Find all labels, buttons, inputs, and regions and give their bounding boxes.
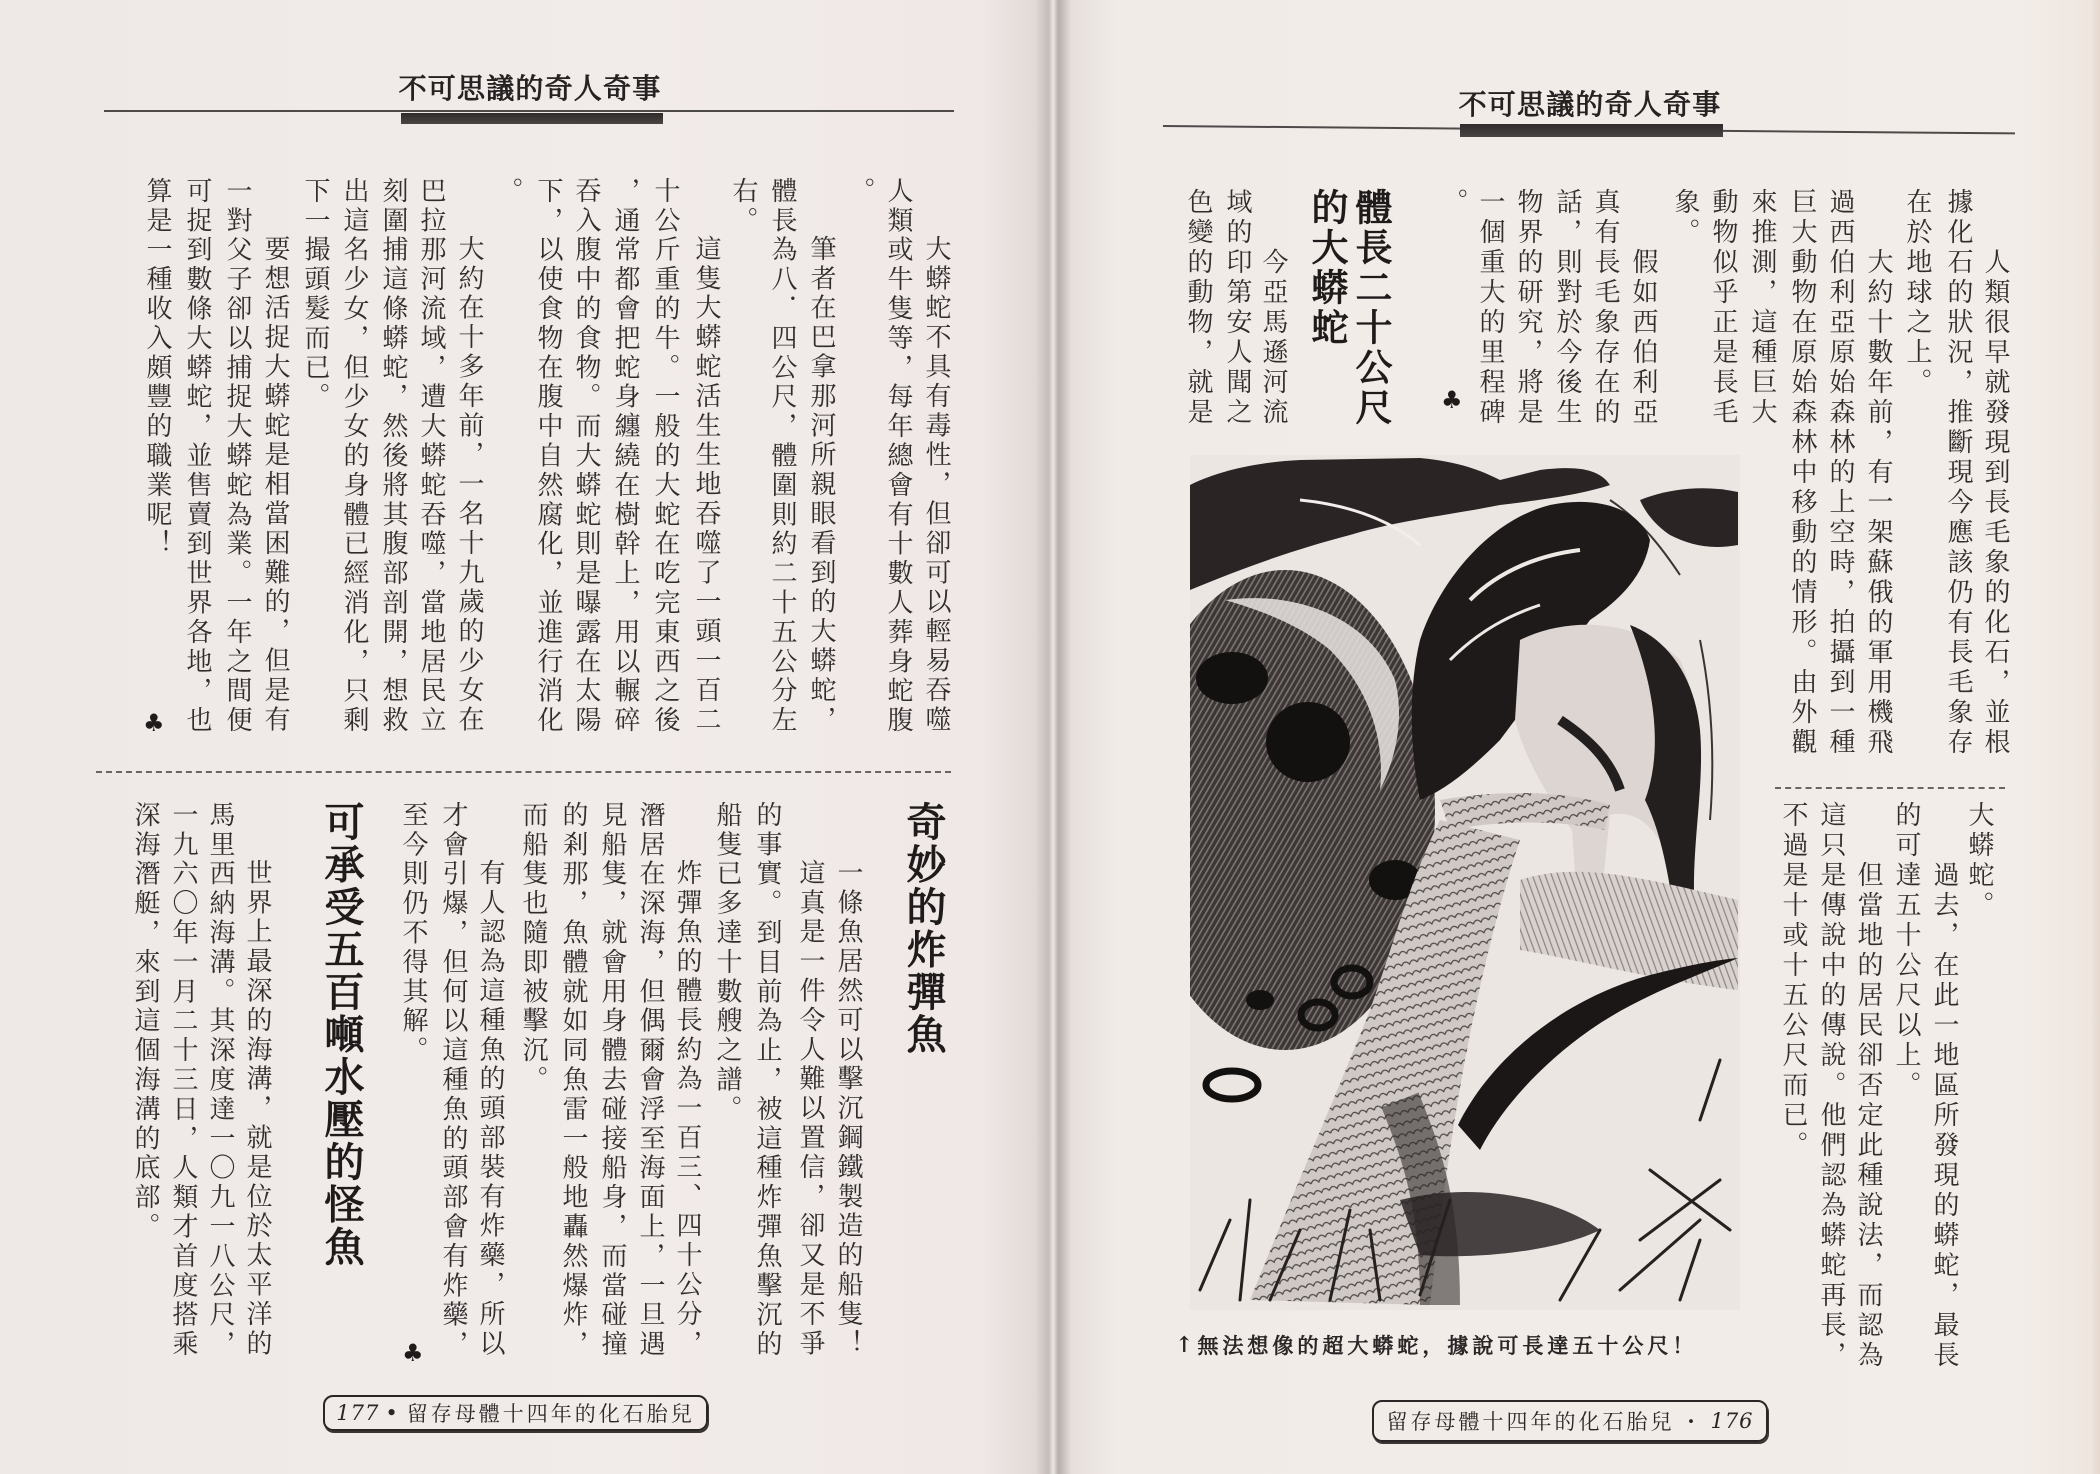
text-column: 一對父子卻以捕捉大蟒蛇為業。一年之間便 xyxy=(222,177,252,736)
text-column: 這隻大蟒蛇活生生地吞噬了一頭一百二 xyxy=(691,235,721,735)
text-column: 才會引爆，但何以這種魚的頭部會有炸藥， xyxy=(438,801,468,1360)
text-column: 巴拉那河流域，遭大蟒蛇吞噬，當地居民立 xyxy=(416,177,446,736)
text-column: 的剎那，魚體就如同魚雷一般地轟然爆炸， xyxy=(558,801,588,1360)
text-column: 吞入腹中的食物。而大蟒蛇則是曝露在太陽 xyxy=(571,177,601,736)
text-column: 象。 xyxy=(1670,188,1700,248)
text-column: 過西伯利亞原始森林的上空時，拍攝到一種 xyxy=(1825,188,1855,758)
text-column: 大蟒蛇。 xyxy=(1964,801,1994,921)
text-column: 假如西伯利亞 xyxy=(1628,248,1658,428)
caption-text: 無法想像的超大蟒蛇，據說可長達五十公尺！ xyxy=(1197,1333,1698,1358)
text-column: 筆者在巴拿那河所親眼看到的大蟒蛇， xyxy=(806,235,836,735)
text-column: 色變的動物，就是 xyxy=(1183,188,1213,428)
page-footer xyxy=(323,1395,708,1431)
page-footer xyxy=(1372,1400,1768,1442)
text-column: 深海潛艇，來到這個海溝的底部。 xyxy=(130,801,160,1242)
running-header-title: 不可思議的奇人奇事 xyxy=(398,72,662,105)
section-divider-dashed xyxy=(1775,787,2005,789)
footer-chapter-title: 留存母體十四年的化石胎兒 xyxy=(1386,1410,1675,1434)
text-column: 。 xyxy=(1438,188,1468,218)
text-column: 。 xyxy=(845,177,875,207)
text-column: 見船隻，就會用身體去碰接船身，而當碰撞 xyxy=(597,801,627,1360)
article-deep-sea-fish xyxy=(110,790,375,1375)
club-suit-icon: ♣ xyxy=(1441,386,1463,414)
article-title-line-2: 的大蟒蛇 xyxy=(1305,188,1349,348)
text-column: ，通常都會把蛇身纏繞在樹幹上，用以輾碎 xyxy=(610,177,640,736)
text-column: 動物似乎正是長毛 xyxy=(1708,188,1738,428)
text-column: 一條魚居然可以擊沉鋼鐵製造的船隻！ xyxy=(833,859,863,1359)
text-column: 過去，在此一地區所發現的蟒蛇，最長 xyxy=(1929,861,1959,1371)
article-title: 奇妙的炸彈魚 xyxy=(900,801,947,1056)
text-column: 馬里西納海溝。其深度達一〇九一八公尺， xyxy=(205,801,235,1360)
text-column: 巨大動物在原始森林中移動的情形。由外觀 xyxy=(1787,188,1817,758)
text-column: 至今則仍不得其解。 xyxy=(398,801,428,1066)
text-column: 出這名少女，但少女的身體已經消化，只剩 xyxy=(339,177,369,736)
club-suit-icon: ♣ xyxy=(402,1339,424,1367)
text-column: 不過是十或十五公尺而已。 xyxy=(1778,801,1808,1161)
running-header-title: 不可思議的奇人奇事 xyxy=(1458,88,1722,121)
book-spine-fold xyxy=(1036,0,1072,1474)
article-giant-python xyxy=(1170,180,1410,440)
text-column: 可捉到數條大蟒蛇，並售賣到世界各地，也 xyxy=(182,177,212,736)
text-column: 域的印第安人聞之 xyxy=(1222,188,1252,428)
text-column: 下一撮頭髮而已。 xyxy=(300,177,330,413)
text-column: 要想活捉大蟒蛇是相當困難的，但是有 xyxy=(260,235,290,735)
text-column: 潛居在深海，但偶爾會浮至海面上，一旦遇 xyxy=(635,801,665,1360)
text-column: 來推測，這種巨大 xyxy=(1747,188,1777,428)
up-arrow-icon: ↑ xyxy=(1175,1332,1194,1358)
header-bar xyxy=(401,113,663,124)
article-title-line-1: 體長二十公尺 xyxy=(1349,188,1393,428)
text-column: 的事實。到目前為止，被這種炸彈魚擊沉的 xyxy=(752,801,782,1360)
text-column: 在於地球之上。 xyxy=(1902,188,1932,398)
article-python-continued xyxy=(130,170,970,755)
text-column: 炸彈魚的體長約為一百三、四十公分， xyxy=(672,859,702,1359)
footer-separator: ・ xyxy=(1680,1410,1705,1434)
text-column: 的可達五十公尺以上。 xyxy=(1891,801,1921,1101)
section-divider-dashed xyxy=(96,771,951,773)
illustration-caption xyxy=(1175,1330,1697,1360)
text-column: 而船隻也隨即被擊沉。 xyxy=(518,801,548,1095)
text-column: 船隻已多達十數艘之譜。 xyxy=(712,801,742,1125)
text-column: 但當地的居民卻否定此種說法，而認為 xyxy=(1853,861,1883,1371)
page-number: 176 xyxy=(1710,1409,1754,1433)
text-column: 右。 xyxy=(728,177,758,236)
footer-separator: • xyxy=(385,1401,401,1425)
text-column: 這真是一件令人難以置信，卻又是不爭 xyxy=(795,859,825,1359)
text-column: 大約在十多年前，一名十九歲的少女在 xyxy=(454,235,484,735)
text-column: 人類很早就發現到長毛象的化石，並根 xyxy=(1980,248,2010,758)
text-column: 人類或牛隻等，每年總會有十數人葬身蛇腹 xyxy=(883,177,913,736)
header-bar xyxy=(1460,124,1723,137)
text-column: 下，以使食物在腹中自然腐化，並進行消化 xyxy=(533,177,563,736)
page-number: 177 xyxy=(336,1401,380,1425)
running-header xyxy=(100,60,960,130)
text-column: 據化石的狀況，推斷現今應該仍有長毛象存 xyxy=(1943,188,1973,758)
text-column: 算是一種收入頗豐的職業呢！ xyxy=(142,177,172,560)
text-column: 今亞馬遜河流 xyxy=(1258,248,1288,428)
text-column: 物界的研究，將是 xyxy=(1513,188,1543,428)
header-rule xyxy=(104,110,954,112)
text-column: 大約十數年前，有一架蘇俄的軍用機飛 xyxy=(1863,248,1893,758)
text-column: 話，則對於今後生 xyxy=(1552,188,1582,428)
text-column: 一個重大的里程碑 xyxy=(1475,188,1505,428)
text-column: 大蟒蛇不具有毒性，但卻可以輕易吞噬 xyxy=(921,235,951,735)
text-column: 一九六〇年一月二十三日，人類才首度搭乘 xyxy=(168,801,198,1360)
article-title: 可承受五百噸水壓的怪魚 xyxy=(318,801,365,1269)
text-column: 世界上最深的海溝，就是位於太平洋的 xyxy=(242,859,272,1359)
text-column: 十公斤重的牛。一般的大蛇在吃完東西之後 xyxy=(650,177,680,736)
running-header xyxy=(1160,75,2020,145)
text-column: 刻圍捕這條蟒蛇，然後將其腹部剖開，想救 xyxy=(378,177,408,736)
article-giant-python-continued xyxy=(1770,790,2010,1390)
giant-python-illustration xyxy=(1190,455,1740,1310)
text-column: 有人認為這種魚的頭部裝有炸藥，所以 xyxy=(475,859,505,1359)
footer-chapter-title: 留存母體十四年的化石胎兒 xyxy=(406,1402,695,1426)
text-column: 體長為八．四公尺，體圍則約二十五公分左 xyxy=(767,177,797,736)
text-column: 真有長毛象存在的 xyxy=(1590,188,1620,428)
right-page xyxy=(1055,0,2100,1474)
text-column: 。 xyxy=(493,177,523,207)
club-suit-icon: ♣ xyxy=(143,709,165,737)
text-column: 這只是傳說中的傳說。他們認為蟒蛇再長， xyxy=(1816,801,1846,1371)
article-bomb-fish xyxy=(380,790,960,1375)
